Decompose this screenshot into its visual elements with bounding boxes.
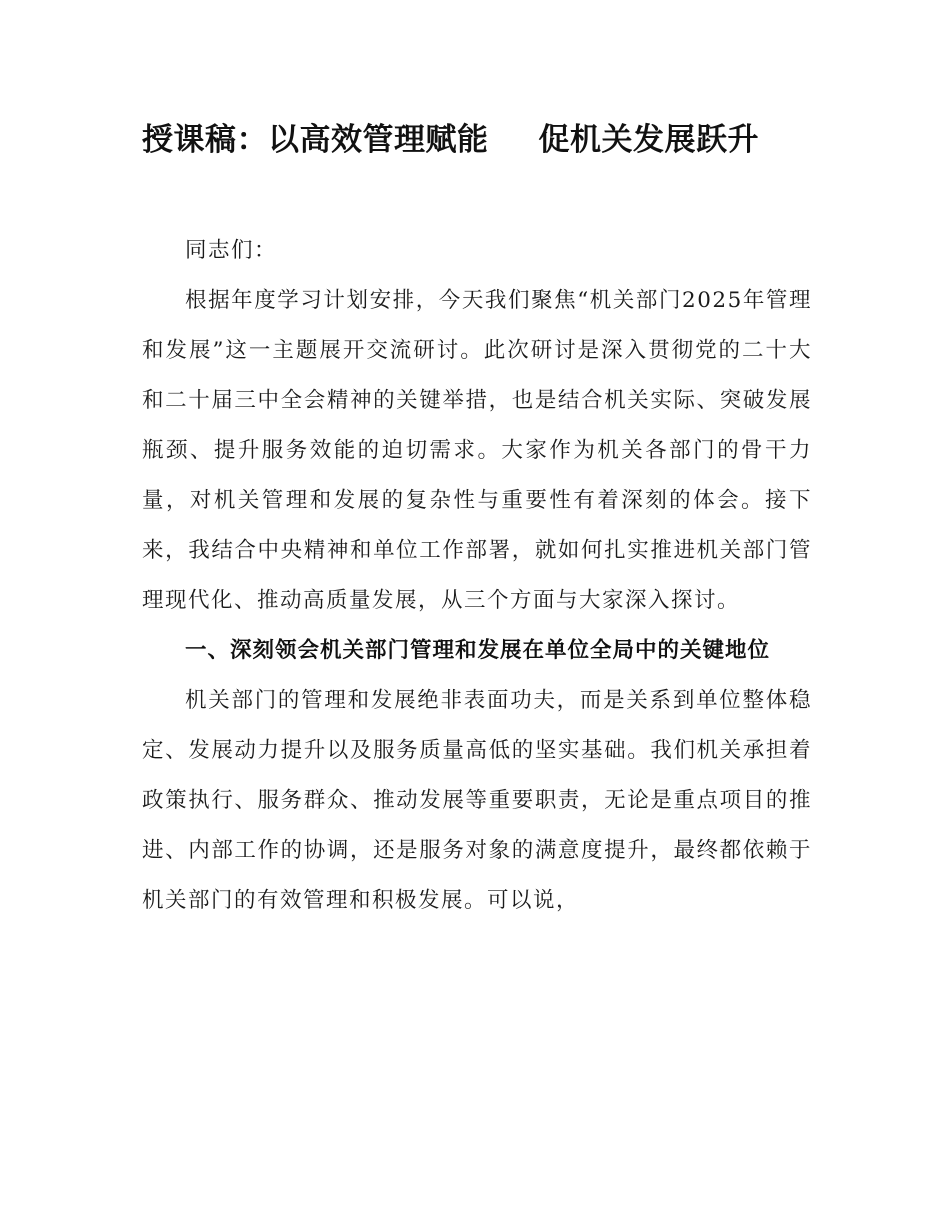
- title-main: 授课稿：以高效管理赋能: [142, 122, 489, 158]
- salutation: 同志们：: [185, 238, 278, 263]
- intro-paragraph: 根据年度学习计划安排，今天我们聚焦“机关部门2025年管理和发展”这一主题展开交流研讨。此次研讨是深入贯彻党的二十大和二十届三中全会精神的关键举措，也是结合机关实际、突破发展瓶颈、提升服务效能的迫切需求。大家作为机关各部门的骨干力量，对机关管理和发展的复杂性与重要性有着深刻的体会。接下来，我结合中央精神和单位工作部署，就如何扎实推进机关部门管理现代化、推动高质量发展，从三个方面与大家深入探讨。: [142, 288, 812, 613]
- document-title: [142, 118, 822, 162]
- document-body: [142, 226, 812, 926]
- section-heading: 一、深刻领会机关部门管理和发展在单位全局中的关键地位: [185, 638, 771, 663]
- title-sub: 促机关发展跃升: [538, 122, 759, 158]
- section-paragraph: 机关部门的管理和发展绝非表面功夫，而是关系到单位整体稳定、发展动力提升以及服务质量高低的坚实基础。我们机关承担着政策执行、服务群众、推动发展等重要职责，无论是重点项目的推进、内部工作的协调，还是服务对象的满意度提升，最终都依赖于机关部门的有效管理和积极发展。可以说，: [142, 688, 812, 913]
